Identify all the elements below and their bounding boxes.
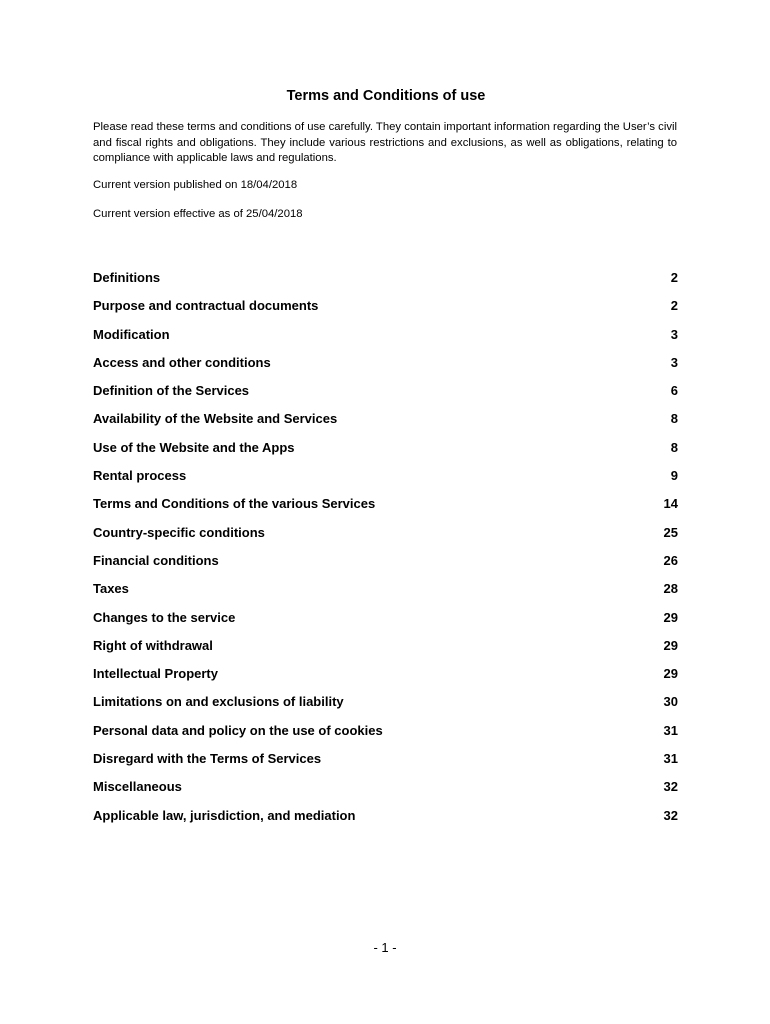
page-number: - 1 -	[373, 940, 397, 955]
toc-entry-title: Disregard with the Terms of Services	[93, 751, 322, 767]
toc-entry[interactable]	[93, 292, 678, 320]
toc-entry-page: 29	[663, 609, 678, 625]
toc-entry-title: Definition of the Services	[93, 383, 250, 399]
toc-entry[interactable]	[93, 519, 678, 547]
toc-entry[interactable]	[93, 632, 678, 660]
toc-entry[interactable]	[93, 575, 678, 603]
toc-entry-title: Financial conditions	[93, 552, 219, 568]
toc-entry-page: 8	[670, 439, 678, 455]
table-of-contents	[93, 264, 678, 830]
toc-entry-title: Applicable law, jurisdiction, and mediation	[93, 807, 356, 823]
toc-entry-page: 8	[670, 411, 678, 427]
toc-entry-page: 29	[663, 637, 678, 653]
toc-entry[interactable]	[93, 604, 678, 632]
toc-entry-page: 32	[663, 807, 678, 823]
toc-entry-title: Definitions	[93, 270, 161, 285]
toc-entry[interactable]	[93, 405, 678, 433]
toc-entry-page: 9	[670, 468, 678, 484]
toc-entry-title: Intellectual Property	[93, 666, 218, 682]
toc-entry[interactable]	[93, 660, 678, 688]
toc-entry[interactable]	[93, 802, 678, 830]
toc-entry-page: 2	[670, 298, 678, 314]
toc-entry-page: 31	[663, 751, 678, 767]
toc-entry-title: Personal data and policy on the use of cookies	[93, 722, 383, 738]
toc-entry-page: 31	[663, 722, 678, 738]
toc-entry[interactable]	[93, 773, 678, 801]
toc-entry-title: Country-specific conditions	[93, 524, 265, 540]
toc-entry-page: 29	[663, 666, 678, 682]
toc-entry[interactable]	[93, 264, 678, 292]
toc-entry-page: 30	[663, 694, 678, 710]
toc-entry[interactable]	[93, 349, 678, 377]
toc-entry-page: 6	[670, 383, 678, 399]
toc-entry[interactable]	[93, 377, 678, 405]
toc-entry[interactable]	[93, 745, 678, 773]
toc-entry-title: Access and other conditions	[93, 354, 271, 370]
toc-entry[interactable]	[93, 547, 678, 575]
toc-entry-title: Changes to the service	[93, 609, 236, 625]
toc-entry-title: Availability of the Website and Services	[93, 411, 338, 427]
toc-entry-title: Limitations on and exclusions of liability	[93, 694, 344, 710]
toc-entry-title: Right of withdrawal	[93, 637, 213, 653]
toc-entry[interactable]	[93, 434, 678, 462]
toc-entry-title: Miscellaneous	[93, 779, 182, 795]
toc-entry-page: 32	[663, 779, 678, 795]
toc-entry-page: 2	[670, 270, 678, 285]
toc-entry-title: Taxes	[93, 581, 129, 597]
version-published: Current version published on 18/04/2018	[93, 179, 298, 191]
toc-entry-page: 25	[663, 524, 678, 540]
toc-entry[interactable]	[93, 688, 678, 716]
toc-entry[interactable]	[93, 717, 678, 745]
toc-entry[interactable]	[93, 490, 678, 518]
toc-entry[interactable]	[93, 321, 678, 349]
toc-entry-page: 28	[663, 581, 678, 597]
toc-entry-page: 3	[670, 326, 678, 342]
toc-entry-title: Purpose and contractual documents	[93, 298, 319, 314]
toc-entry-page: 26	[663, 552, 678, 568]
intro-paragraph: Please read these terms and conditions of use carefully. They contain important information regarding the User’s civil and fiscal rights and obligations. They include various restrictions and exclusions, as well as obligations, relating to compliance with applicable laws and regulations.	[93, 121, 677, 164]
toc-entry[interactable]	[93, 462, 678, 490]
toc-entry-page: 14	[663, 496, 678, 512]
toc-entry-page: 3	[670, 354, 678, 370]
toc-entry-title: Rental process	[93, 468, 187, 484]
toc-entry-title: Modification	[93, 326, 170, 342]
document-title: Terms and Conditions of use	[286, 88, 486, 104]
toc-entry-title: Terms and Conditions of the various Services	[93, 496, 376, 512]
toc-entry-title: Use of the Website and the Apps	[93, 439, 295, 455]
version-effective: Current version effective as of 25/04/2018	[93, 208, 303, 220]
